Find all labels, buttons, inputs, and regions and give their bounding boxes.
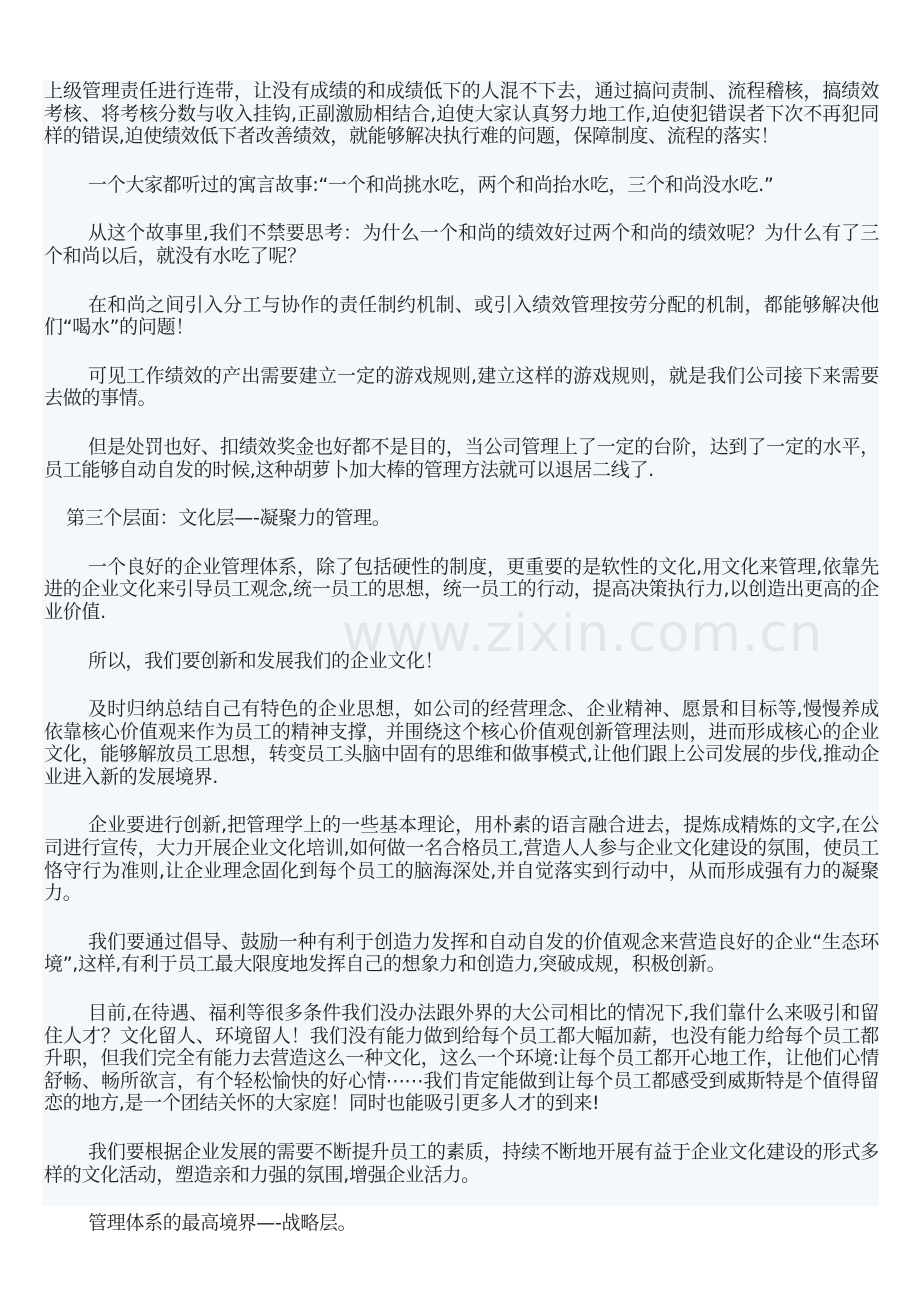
paragraph-5: 可见工作绩效的产出需要建立一定的游戏规则,建立这样的游戏规则，就是我们公司接下来需要去做的事情。 — [44, 364, 879, 410]
paragraph-12: 目前,在待遇、福利等很多条件我们没办法跟外界的大公司相比的情况下,我们靠什么来吸引和留住人才？文化留人、环境留人！我们没有能力做到给每个员工都大幅加薪，也没有能力给每个员工都升职，但我们完全有能力去营造这么一种文化，这么一个环境:让每个员工都开心地工作，让他们心情舒畅、畅所欲言，有个轻松愉快的好心情⋯⋯我们肯定能做到让每个员工都感受到威斯特是个值得留恋的地方,是一个团结关怀的大家庭！同时也能吸引更多人才的到来! — [44, 1002, 879, 1115]
document-page — [42, 80, 879, 1235]
section-heading-culture: 第三个层面：文化层—-凝聚力的管理。 — [66, 507, 391, 530]
paragraph-10: 企业要进行创新,把管理学上的一些基本理论，用朴素的语言融合进去，提炼成精炼的文字,在公司进行宣传，大力开展企业文化培训,如何做一名合格员工,营造人人参与企业文化建设的氛围，使员工恪守行为准则,让企业理念固化到每个员工的脑海深处,并自觉落实到行动中，从而形成强有力的凝聚力。 — [44, 814, 879, 905]
paragraph-9: 及时归纳总结自己有特色的企业思想，如公司的经营理念、企业精神、愿景和目标等,慢慢养成依靠核心价值观来作为员工的精神支撑，并围绕这个核心价值观创新管理法则，进而形成核心的企业文化，能够解放员工思想，转变员工头脑中固有的思维和做事模式,让他们跟上公司发展的步伐,推动企业进入新的发展境界. — [44, 698, 879, 788]
paragraph-4: 在和尚之间引入分工与协作的责任制约机制、或引入绩效管理按劳分配的机制，都能够解决他们“喝水”的问题！ — [44, 293, 879, 339]
paragraph-7: 一个良好的企业管理体系，除了包括硬性的制度，更重要的是软性的文化,用文化来管理,依靠先进的企业文化来引导员工观念,统一员工的思想，统一员工的行动，提高决策执行力,以创造出更高的企业价值. — [44, 555, 879, 623]
paragraph-11: 我们要通过倡导、鼓励一种有利于创造力发挥和自动自发的价值观念来营造良好的企业“生态环境”,这样,有利于员工最大限度地发挥自己的想象力和创造力,突破成规，积极创新。 — [44, 930, 879, 976]
document-body — [42, 80, 879, 1235]
section-heading-strategy: 管理体系的最高境界—-战略层。 — [88, 1212, 357, 1235]
paragraph-1: 上级管理责任进行连带，让没有成绩的和成绩低下的人混不下去，通过搞问责制、流程稽核，搞绩效考核、将考核分数与收入挂钩,正副激励相结合,迫使大家认真努力地工作,迫使犯错误者下次不再犯同样的错误,迫使绩效低下者改善绩效，就能够解决执行难的问题，保障制度、流程的落实！ — [44, 80, 879, 148]
paragraph-13: 我们要根据企业发展的需要不断提升员工的素质，持续不断地开展有益于企业文化建设的形式多样的文化活动，塑造亲和力强的氛围,增强企业活力。 — [44, 1141, 879, 1186]
paragraph-2: 一个大家都听过的寓言故事:“一个和尚挑水吃，两个和尚抬水吃，三个和尚没水吃.” — [88, 173, 774, 196]
paragraph-8: 所以，我们要创新和发展我们的企业文化！ — [88, 649, 444, 672]
paragraph-3: 从这个故事里,我们不禁要思考：为什么一个和尚的绩效好过两个和尚的绩效呢？为什么有了三个和尚以后，就没有水吃了呢？ — [44, 222, 879, 267]
paragraph-6: 但是处罚也好、扣绩效奖金也好都不是目的，当公司管理上了一定的台阶，达到了一定的水平，员工能够自动自发的时候,这种胡萝卜加大棒的管理方法就可以退居二线了. — [44, 435, 879, 481]
